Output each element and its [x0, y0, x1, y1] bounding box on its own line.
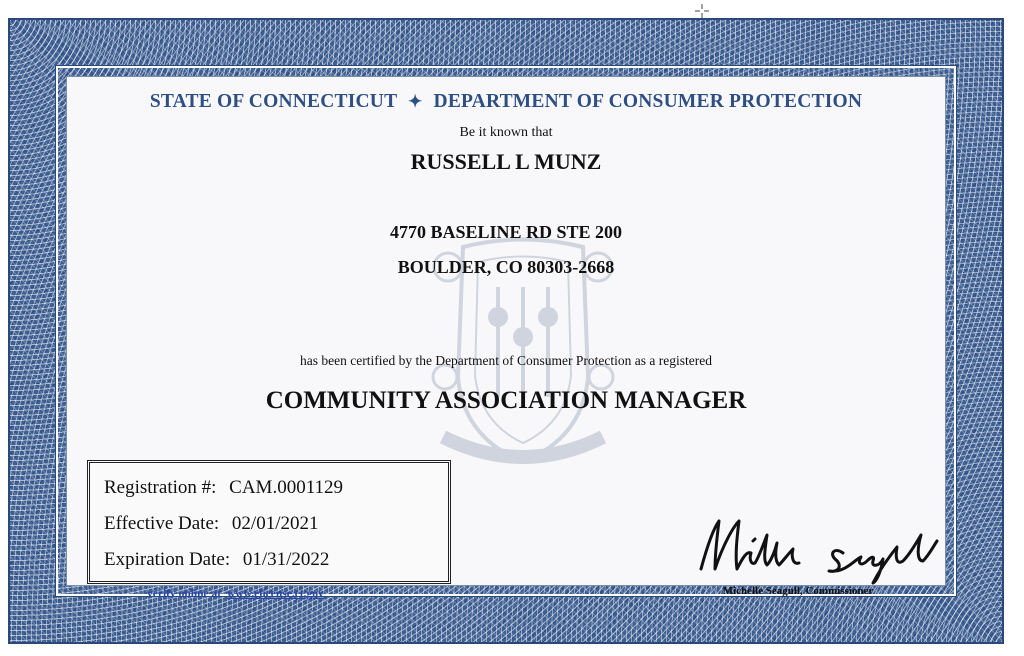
signer-name: Michelle Seagull, Commissioner: [722, 585, 874, 597]
certificate-body: [66, 76, 946, 600]
certified-statement: has been certified by the Department of Consumer Protection as a registered: [300, 353, 712, 368]
registration-box: [87, 460, 451, 584]
certificate: [8, 18, 1004, 644]
verify-link[interactable]: www.elicense.ct.gov: [226, 588, 324, 600]
registrant-name: RUSSELL L MUNZ: [410, 149, 602, 174]
header-state: STATE OF CONNECTICUT: [149, 91, 397, 112]
effective-date: 02/01/2021: [231, 513, 319, 534]
registration-number-row: [104, 477, 343, 499]
address-line-1: 4770 BASELINE RD STE 200: [389, 222, 623, 242]
registration-number-label: Registration #:: [104, 477, 217, 498]
license-type: COMMUNITY ASSOCIATION MANAGER: [265, 387, 747, 414]
certificate-header: [67, 91, 945, 113]
expiration-date-label: Expiration Date:: [104, 549, 231, 570]
expiration-date: 01/31/2022: [242, 549, 330, 570]
registration-number: CAM.0001129: [229, 477, 343, 498]
commissioner-signature: [693, 507, 943, 587]
effective-date-row: [104, 513, 318, 535]
crosshair-cursor-icon: [695, 4, 709, 18]
star-icon: ✦: [408, 92, 423, 111]
header-department: DEPARTMENT OF CONSUMER PROTECTION: [433, 91, 863, 112]
verify-text: verify online at: [147, 588, 222, 600]
expiration-date-row: [104, 549, 329, 571]
address-line-2: BOULDER, CO 80303-2668: [397, 257, 615, 277]
intro-text: Be it known that: [459, 125, 553, 140]
verify-online: [147, 588, 324, 600]
effective-date-label: Effective Date:: [104, 513, 220, 534]
